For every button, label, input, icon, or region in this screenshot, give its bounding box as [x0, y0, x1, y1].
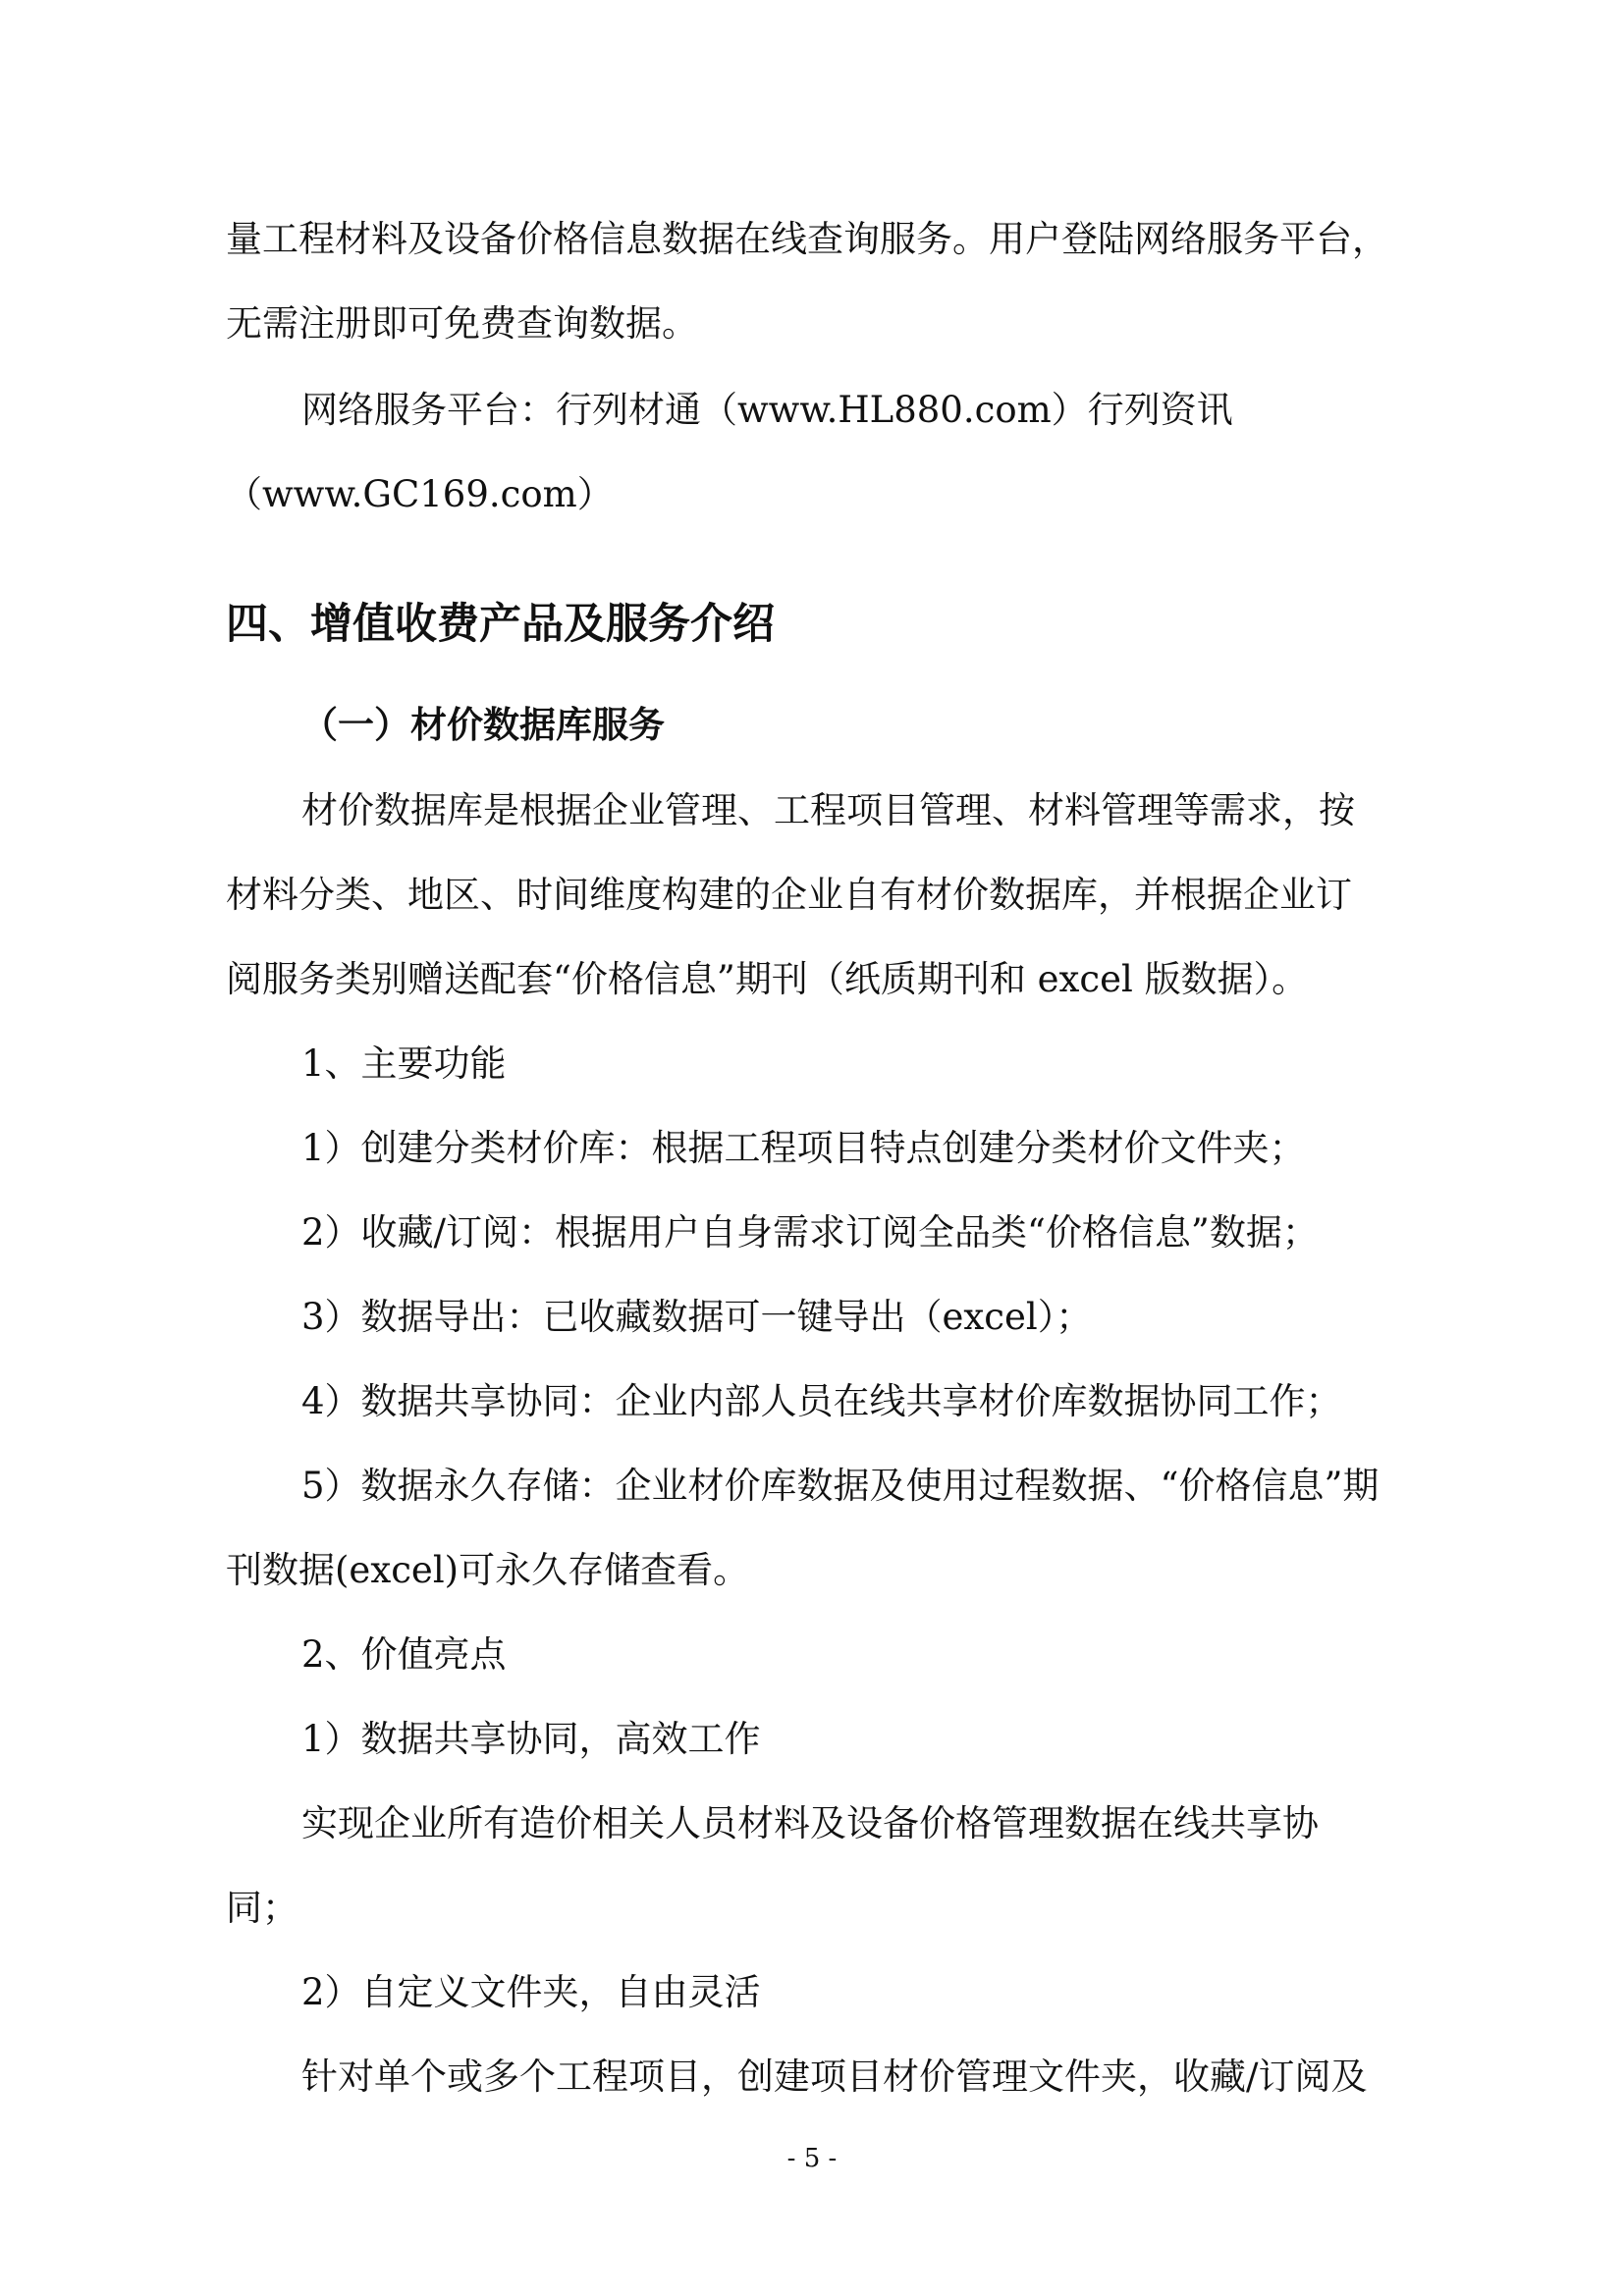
paragraph-line: 实现企业所有造价相关人员材料及设备价格管理数据在线共享协	[301, 1802, 1319, 1844]
paragraph-line-platforms: 网络服务平台：行列材通（www.HL880.com）行列资讯	[301, 389, 1233, 431]
list-item-continuation: 刊数据(excel)可永久存储查看。	[226, 1549, 750, 1591]
paragraph-line: 阅服务类别赠送配套“价格信息”期刊（纸质期刊和 excel 版数据）。	[226, 958, 1309, 1000]
list-item: 2）自定义文件夹，自由灵活	[301, 1971, 761, 2013]
list-item: 2）收藏/订阅：根据用户自身需求订阅全品类“价格信息”数据；	[301, 1211, 1319, 1254]
list-title: 2、价值亮点	[301, 1633, 507, 1676]
paragraph-line: 针对单个或多个工程项目，创建项目材价管理文件夹，收藏/订阅及	[301, 2056, 1368, 2098]
list-item: 1）创建分类材价库：根据工程项目特点创建分类材价文件夹；	[301, 1127, 1306, 1169]
subsection-heading: （一）材价数据库服务	[301, 703, 665, 746]
paragraph-line: 同；	[226, 1887, 298, 1929]
paragraph-line: 材料分类、地区、时间维度构建的企业自有材价数据库，并根据企业订	[226, 874, 1352, 916]
list-item: 3）数据导出：已收藏数据可一键导出（excel）；	[301, 1296, 1093, 1338]
list-title: 1、主要功能	[301, 1042, 507, 1085]
page-number: - 5 -	[786, 2144, 838, 2173]
list-item: 5）数据永久存储：企业材价库数据及使用过程数据、“价格信息”期	[301, 1465, 1380, 1507]
paragraph-line: 量工程材料及设备价格信息数据在线查询服务。用户登陆网络服务平台，	[226, 218, 1388, 260]
paragraph-line: 无需注册即可免费查询数据。	[226, 302, 698, 345]
section-heading: 四、增值收费产品及服务介绍	[226, 600, 775, 649]
paragraph-line: 材价数据库是根据企业管理、工程项目管理、材料管理等需求，按	[301, 789, 1355, 831]
paragraph-line: （www.GC169.com）	[226, 473, 614, 515]
list-item: 1）数据共享协同，高效工作	[301, 1718, 761, 1760]
list-item: 4）数据共享协同：企业内部人员在线共享材价库数据协同工作；	[301, 1380, 1342, 1422]
